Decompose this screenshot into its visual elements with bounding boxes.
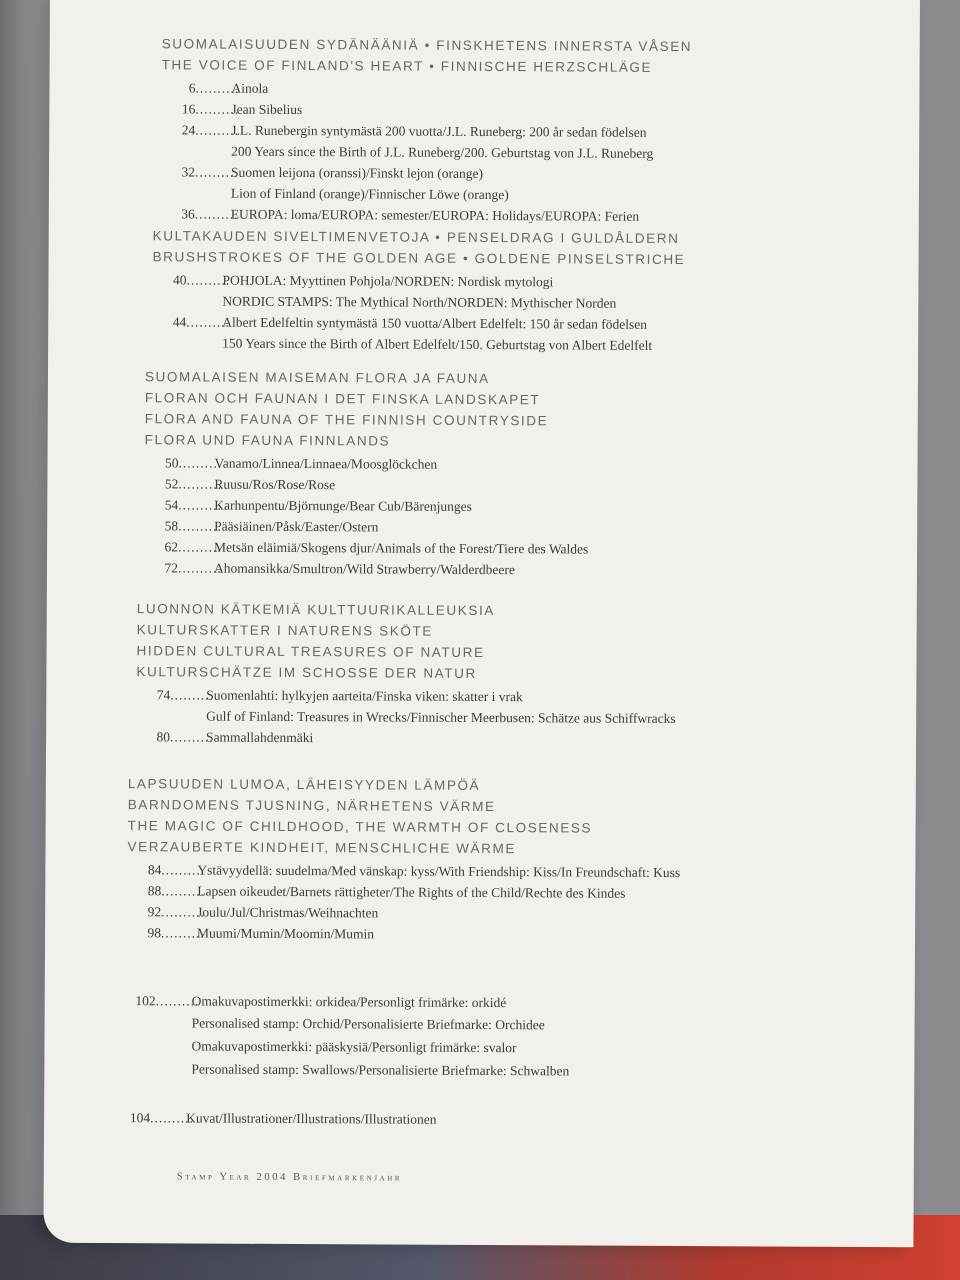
section-heading: FLORAN OCH FAUNAN I DET FINSKA LANDSKAPET — [144, 390, 541, 408]
page-number: 50 — [164, 455, 179, 471]
dot-leader: .......... — [186, 272, 231, 288]
dot-leader: .......... — [194, 206, 239, 222]
toc-entry[interactable] — [136, 726, 676, 750]
entry-title: Karhunpentu/Björnunge/Bear Cub/Bärenjunges — [214, 497, 472, 514]
section-heading: KULTURSCHÄTZE IM SCHOSSE DER NATUR — [136, 664, 477, 681]
entry-title: Ystävyydellä: suudelma/Med vänskap: kyss/With Friendship: Kiss/In Freundschaft: Kuss — [197, 862, 681, 881]
page-number: 32 — [181, 164, 196, 180]
page-number: 104 — [129, 1110, 151, 1126]
section-heading: THE MAGIC OF CHILDHOOD, THE WARMTH OF CLOSENESS — [127, 818, 593, 836]
section-heading: BARNDOMENS TJUSNING, NÄRHETENS VÄRME — [127, 797, 496, 815]
toc-entry[interactable] — [144, 515, 588, 538]
entry-title: Metsän eläimiä/Skogens djur/Animals of the Forest/Tiere des Waldes — [214, 539, 589, 557]
table-of-contents — [43, 0, 920, 1247]
page-number: 44 — [172, 314, 187, 330]
page-number: 52 — [164, 476, 179, 492]
page-number: 84 — [147, 862, 162, 878]
section-heading: LUONNON KÄTKEMIÄ KULTTUURIKALLEUKSIA — [136, 601, 495, 619]
page-number: 72 — [164, 560, 179, 576]
dot-leader: .......... — [161, 925, 205, 941]
toc-entry[interactable] — [116, 1107, 437, 1130]
entry-title: Pääsiäinen/Påsk/Easter/Ostern — [214, 518, 379, 535]
page-number: 74 — [156, 687, 171, 703]
entry-translation: Personalised stamp: Swallows/Personalisierte Briefmarke: Schwalben — [191, 1061, 570, 1079]
toc-entry[interactable] — [127, 922, 680, 946]
toc-entry[interactable] — [144, 494, 588, 517]
entry-title: Suomenlahti: hylkyjen aarteita/Finska viken: skatter i vrak — [206, 687, 523, 705]
dot-leader: .......... — [178, 539, 222, 555]
dot-leader: .......... — [178, 455, 223, 471]
toc-entry[interactable] — [127, 880, 680, 904]
entry-translation: 200 Years since the Birth of J.L. Runeberg/200. Geburtstag von J.L. Runeberg — [231, 143, 654, 161]
entry-translation: Omakuvapostimerkki: pääskysiä/Personligt frimärke: svalor — [191, 1038, 517, 1056]
entry-title: Ruusu/Ros/Rose/Rose — [214, 476, 336, 493]
dot-leader: .......... — [195, 164, 239, 180]
page-number: 102 — [135, 993, 156, 1009]
toc-entry[interactable] — [144, 473, 588, 496]
page-number: 98 — [147, 925, 162, 941]
dot-leader: .......... — [195, 122, 240, 138]
toc-section — [161, 33, 692, 227]
section-heading: KULTAKAUDEN SIVELTIMENVETOJA • PENSELDRAG I GULDÅLDERN — [152, 228, 680, 247]
toc-entry[interactable] — [152, 311, 685, 356]
entry-title: POHJOLA: Myyttinen Pohjola/NORDEN: Nordisk mytologi — [222, 272, 554, 290]
dot-leader: .......... — [195, 80, 240, 96]
dot-leader: .......... — [170, 729, 214, 745]
toc-section — [152, 225, 685, 356]
entry-title: Ainola — [231, 80, 269, 96]
entry-translation: Gulf of Finland: Treasures in Wrecks/Finnischer Meerbusen: Schätze aus Schiffwracks — [206, 708, 676, 727]
dot-leader: .......... — [161, 904, 205, 920]
toc-section — [144, 366, 589, 580]
toc-entry[interactable] — [144, 536, 588, 559]
toc-entry[interactable] — [161, 77, 692, 101]
toc-section — [121, 988, 569, 1082]
dot-leader: .......... — [161, 883, 206, 899]
dot-leader: .......... — [178, 518, 222, 534]
entry-translation: Personalised stamp: Orchid/Personalisierte Briefmarke: Orchidee — [191, 1015, 545, 1033]
page-number: 40 — [172, 272, 187, 288]
entry-title: Kuvat/Illustrationer/Illustrations/Illustrationen — [186, 1110, 437, 1127]
page-number: 88 — [147, 883, 162, 899]
dot-leader: .......... — [178, 497, 223, 513]
entry-title: Albert Edelfeltin syntymästä 150 vuotta/Albert Edelfelt: 150 år sedan födelsen — [222, 314, 648, 332]
entry-title: Vanamo/Linnea/Linnaea/Moosglöckchen — [214, 455, 438, 472]
entry-title: Jean Sibelius — [231, 101, 303, 118]
entry-title: Omakuvapostimerkki: orkidea/Personligt frimärke: orkidé — [191, 993, 507, 1011]
section-heading: FLORA AND FAUNA OF THE FINNISH COUNTRYSIDE — [144, 411, 549, 429]
toc-entry[interactable] — [136, 684, 676, 729]
entry-title: Sammallahdenmäki — [206, 729, 314, 746]
page-number: 62 — [164, 539, 179, 555]
dot-leader: .......... — [186, 314, 231, 330]
page-footer: Stamp Year 2004 Briefmarkenjahr — [176, 1171, 403, 1184]
toc-entry[interactable] — [127, 901, 680, 925]
toc-entry[interactable] — [161, 203, 692, 227]
page-number: 58 — [164, 518, 179, 534]
dot-leader: .......... — [178, 476, 223, 492]
entry-translation: NORDIC STAMPS: The Mythical North/NORDEN: Mythischer Norden — [222, 293, 617, 311]
dot-leader: .......... — [150, 1110, 194, 1126]
entry-title: Suomen leijona (oranssi)/Finskt lejon (orange) — [231, 164, 484, 181]
entry-title: Lapsen oikeudet/Barnets rättigheter/The Rights of the Child/Rechte des Kindes — [197, 883, 626, 901]
section-heading: SUOMALAISEN MAISEMAN FLORA JA FAUNA — [144, 369, 490, 387]
section-heading: SUOMALAISUUDEN SYDÄNÄÄNIÄ • FINSKHETENS INNERSTA VÅSEN — [161, 36, 693, 55]
book-page — [43, 0, 920, 1247]
section-heading: LAPSUUDEN LUMOA, LÄHEISYYDEN LÄMPÖÄ — [127, 776, 481, 793]
toc-entry[interactable] — [144, 557, 588, 580]
toc-section — [116, 1105, 437, 1130]
dot-leader: .......... — [195, 101, 240, 117]
section-heading: VERZAUBERTE KINDHEIT, MENSCHLICHE WÄRME — [127, 839, 516, 857]
section-heading: THE VOICE OF FINLAND'S HEART • FINNISCHE HERZSCHLÄGE — [161, 57, 653, 75]
toc-section — [127, 773, 681, 946]
entry-translation: 150 Years since the Birth of Albert Edelfelt/150. Geburtstag von Albert Edelfelt — [222, 335, 653, 353]
entry-title: EUROPA: loma/EUROPA: semester/EUROPA: Holidays/EUROPA: Ferien — [230, 206, 640, 224]
section-heading: BRUSHSTROKES OF THE GOLDEN AGE • GOLDENE PINSELSTRICHE — [152, 249, 686, 268]
toc-entry[interactable] — [161, 161, 692, 206]
toc-section — [136, 598, 676, 750]
dot-leader: .......... — [155, 993, 200, 1009]
dot-leader: .......... — [170, 687, 215, 703]
page-number: 54 — [164, 497, 179, 513]
toc-entry[interactable] — [144, 452, 588, 475]
toc-entry[interactable] — [127, 859, 680, 883]
entry-title: Ahomansikka/Smultron/Wild Strawberry/Walderdbeere — [213, 560, 515, 578]
section-heading: FLORA UND FAUNA FINNLANDS — [144, 432, 391, 449]
entry-title: Muumi/Mumin/Moomin/Mumin — [197, 925, 375, 942]
dot-leader: .......... — [161, 862, 206, 878]
section-heading: KULTURSKATTER I NATURENS SKÖTE — [136, 622, 433, 639]
toc-entry[interactable] — [152, 269, 685, 314]
section-heading: HIDDEN CULTURAL TREASURES OF NATURE — [136, 643, 485, 661]
page-number: 80 — [156, 729, 171, 745]
toc-entry[interactable] — [161, 98, 692, 122]
page-number: 36 — [181, 206, 195, 222]
page-number: 6 — [188, 80, 196, 96]
page-number: 16 — [181, 101, 196, 117]
dot-leader: .......... — [177, 560, 222, 576]
page-number: 92 — [147, 904, 162, 920]
entry-translation: Lion of Finland (orange)/Finnischer Löwe (orange) — [230, 185, 509, 203]
entry-title: Joulu/Jul/Christmas/Weihnachten — [197, 904, 379, 921]
page-number: 24 — [181, 122, 196, 138]
entry-title: J.L. Runebergin syntymästä 200 vuotta/J.L. Runeberg: 200 år sedan födelsen — [231, 122, 647, 140]
toc-entry[interactable] — [161, 119, 692, 164]
toc-entry[interactable] — [121, 990, 569, 1082]
